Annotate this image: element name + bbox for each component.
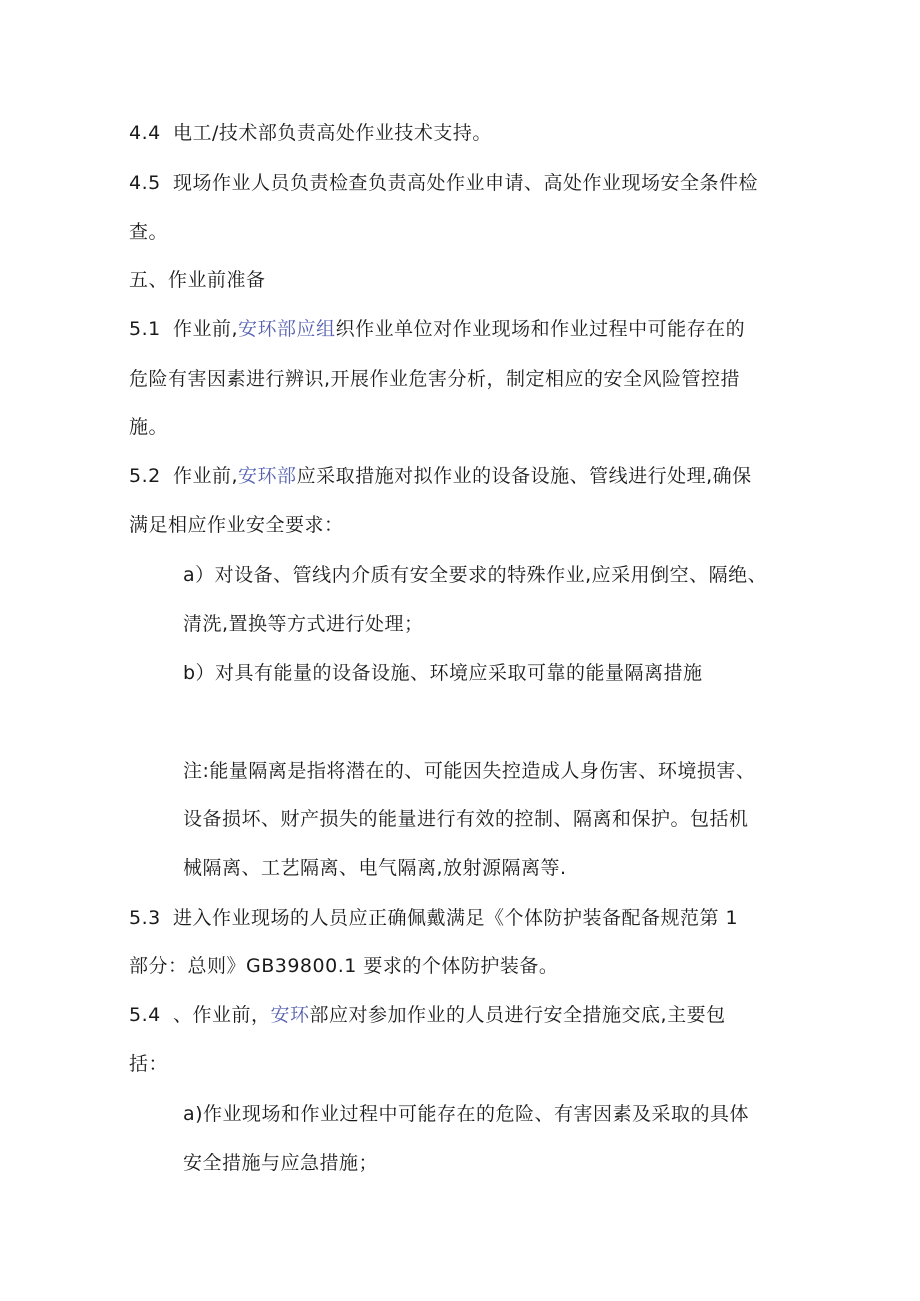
clause-text: 满足相应作业安全要求： — [129, 514, 344, 536]
clause-number: 4.4 — [129, 122, 161, 144]
clause-5-3-cont — [129, 953, 558, 979]
clause-number: 5.4 — [129, 1004, 161, 1026]
clause-4-5 — [129, 170, 758, 196]
clause-text: 、作业前， — [173, 1004, 271, 1026]
clause-number: 4.5 — [129, 172, 161, 194]
clause-text: 危险有害因素进行辨识,开展作业危害分析，制定相应的安全风险管控措 — [129, 368, 741, 390]
list-item-text: a)作业现场和作业过程中可能存在的危险、有害因素及采取的具体 — [183, 1103, 750, 1125]
note-text: 械隔离、工艺隔离、电气隔离,放射源隔离等. — [183, 857, 567, 879]
clause-text: 部应对参加作业的人员进行安全措施交底,主要包 — [309, 1004, 726, 1026]
clause-5-2-cont — [129, 512, 344, 538]
highlighted-text: 安环部应组 — [238, 318, 336, 340]
clause-number: 5.3 — [129, 907, 161, 929]
list-item-a-5-4-cont — [183, 1150, 378, 1176]
highlighted-text: 安环 — [270, 1004, 310, 1026]
clause-5-1-cont2 — [129, 414, 168, 440]
clause-text: 施。 — [129, 416, 169, 438]
highlighted-text: 安环部 — [238, 465, 297, 487]
clause-text: 现场作业人员负责检查负责高处作业申请、高处作业现场安全条件检 — [173, 172, 759, 194]
clause-4-4 — [129, 120, 492, 146]
clause-text: 查。 — [129, 221, 169, 243]
clause-5-1-cont — [129, 366, 740, 392]
section-title-5 — [129, 267, 266, 293]
list-item-b — [183, 660, 703, 686]
clause-text: 作业前, — [173, 465, 239, 487]
note-text: 设备损坏、财产损失的能量进行有效的控制、隔离和保护。包括机 — [183, 808, 749, 830]
list-item-a — [183, 562, 767, 588]
clause-number: 5.2 — [129, 465, 161, 487]
note — [183, 758, 755, 784]
clause-text: 括： — [129, 1053, 169, 1075]
clause-text: 电工/技术部负责高处作业技术支持。 — [173, 122, 492, 144]
list-item-text: b）对具有能量的设备设施、环境应采取可靠的能量隔离措施 — [183, 662, 703, 684]
clause-5-3 — [129, 905, 738, 931]
clause-4-5-cont — [129, 219, 168, 245]
section-title: 五、作业前准备 — [129, 269, 266, 291]
note-cont2 — [183, 855, 567, 881]
clause-text: 进入作业现场的人员应正确佩戴满足《个体防护装备配备规范第 1 — [173, 907, 739, 929]
note-cont — [183, 806, 749, 832]
clause-number: 5.1 — [129, 318, 161, 340]
clause-5-2 — [129, 463, 752, 489]
clause-text: 作业前, — [173, 318, 239, 340]
clause-text: 部分：总则》GB39800.1 要求的个体防护装备。 — [129, 955, 559, 977]
clause-text: 织作业单位对作业现场和作业过程中可能存在的 — [335, 318, 746, 340]
clause-5-4 — [129, 1002, 726, 1028]
list-item-a-5-4 — [183, 1101, 749, 1127]
list-item-text: 安全措施与应急措施； — [183, 1152, 379, 1174]
note-text: 注:能量隔离是指将潜在的、可能因失控造成人身伤害、环境损害、 — [183, 760, 756, 782]
list-item-text: 清洗,置换等方式进行处理； — [183, 613, 424, 635]
clause-5-4-cont — [129, 1051, 168, 1077]
list-item-text: a）对设备、管线内介质有安全要求的特殊作业,应采用倒空、隔绝、 — [183, 564, 768, 586]
clause-5-1 — [129, 316, 745, 342]
list-item-a-cont — [183, 611, 424, 637]
clause-text: 应采取措施对拟作业的设备设施、管线进行处理,确保 — [296, 465, 752, 487]
